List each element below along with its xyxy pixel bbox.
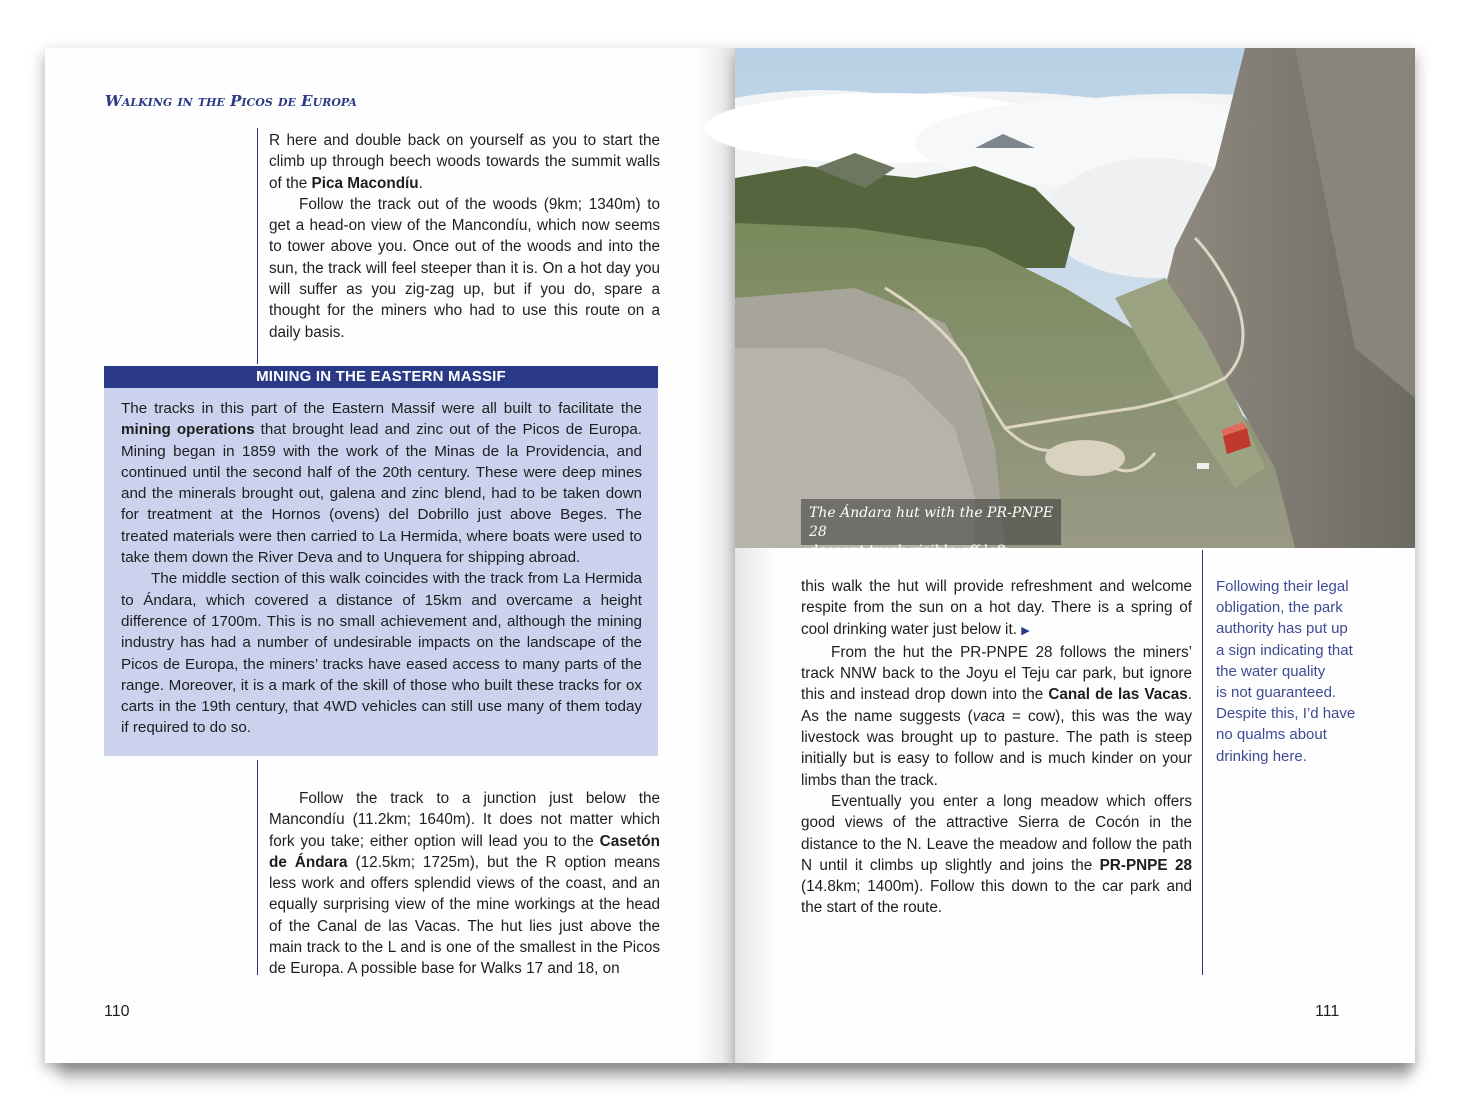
box-paragraph-2: The middle section of this walk coincides with the track from La Hermida to Ándara, which covered a distance of 15km and overcame a height difference of 1700m. This is no small achievement and, although the mining industry has had a number of undesirable impacts on the landscape of the Picos de Europa, the miners’ tracks have eased access to many parts of the range. Moreover, it is a mark of the skill of those who built these tracks for ox carts in the 19th century, that 4WD vehicles can still use many of them today if required to do so. <box>121 570 642 737</box>
right-paragraph-2: From the hut the PR-PNPE 28 follows the miners’ track NNW back to the Joyu el Teju car park, but ignore this and instead drop down into the Canal de las Vacas. As the name suggests (vaca = cow), this was the way livestock was brought up to pasture. The path is steep initially but is easy to follow and is much kinder on your limbs than the track. <box>801 643 1192 789</box>
margin-note: Following their legal obligation, the park authority has put up a sign indicating that the water quality is not guaranteed. Despite this, I’d have no qualms about drinking here. <box>1216 578 1356 765</box>
mining-info-box <box>104 366 658 756</box>
right-body-text <box>801 576 1192 919</box>
intro-paragraph-2: Follow the track out of the woods (9km; 1340m) to get a head-on view of the Mancondíu, which now seems to tower above you. Once out of the woods and into the sun, the track will feel steeper than it is. On a hot day you will suffer as you zig-zag up, but if you do, spare a thought for the miners who had to use this route on a daily basis. <box>269 195 660 341</box>
margin-rule <box>257 128 258 364</box>
photo-caption <box>801 499 1061 559</box>
outro-text <box>269 788 660 980</box>
margin-rule <box>257 760 258 975</box>
mountain-photo-illustration <box>735 48 1415 548</box>
left-page <box>45 48 735 1063</box>
box-body <box>104 388 658 739</box>
box-paragraph-1: The tracks in this part of the Eastern Massif were all built to facilitate the mining operations that brought lead and zinc out of the Picos de Europa. Mining began in 1859 with the work of the Minas de la Providencia, and continued until the second half of the 20th century. These were deep mines and the minerals brought out, galena and zinc blend, had to be taken down for treatment at the Hornos (ovens) del Dobrillo just above Beges. The treated materials were then carried to La Hermida, where boats were used to take them down the River Deva and to Unquera for shipping abroad. <box>121 400 642 567</box>
margin-rule <box>1202 550 1203 975</box>
gutter-shade <box>695 48 735 1063</box>
box-title: MINING IN THE EASTERN MASSIF <box>104 366 658 388</box>
right-paragraph-1: this walk the hut will provide refreshment and welcome respite from the sun on a hot day. There is a spring of cool drinking water just below it. ▶ <box>801 578 1192 638</box>
outro-paragraph: Follow the track to a junction just below the Mancondíu (11.2km; 1640m). It does not matter which fork you take; either option will lead you to the Casetón de Ándara (12.5km; 1725m), but the R option means less work and offers splendid views of the coast, and an equally surprising view of the mine workings at the head of the Canal de las Vacas. The hut lies just above the main track to the L and is one of the smallest in the Picos de Europa. A possible base for Walks 17 and 18, on <box>269 790 660 978</box>
page-number: 111 <box>1315 1003 1340 1020</box>
right-page <box>735 48 1415 1063</box>
caption-line: descent track visible off left <box>809 543 1007 559</box>
caption-line: The Ándara hut with the PR-PNPE 28 <box>809 505 1054 540</box>
margin-note-arrow-icon: ▶ <box>1021 624 1030 637</box>
intro-paragraph-1: R here and double back on yourself as you to start the climb up through beech woods towards the summit walls of the Pica Macondíu. <box>269 132 660 192</box>
intro-text <box>269 130 660 343</box>
mountain-photo <box>735 48 1415 559</box>
running-head: Walking in the Picos de Europa <box>105 92 357 110</box>
right-paragraph-3: Eventually you enter a long meadow which offers good views of the attractive Sierra de Cocón in the distance to the N. Leave the meadow and follow the path N until it climbs up slightly and joins the PR-PNPE 28 (14.8km; 1400m). Follow this down to the car park and the start of the route. <box>801 792 1192 917</box>
page-number: 110 <box>104 1003 130 1020</box>
